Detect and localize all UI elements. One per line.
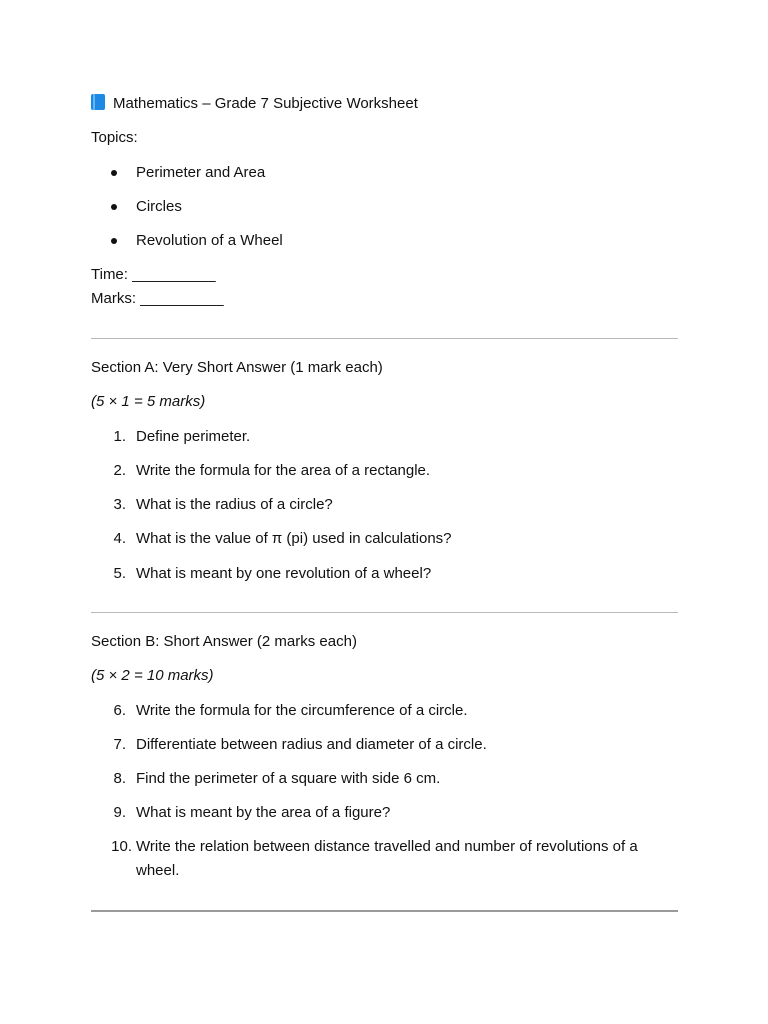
topic-item: Circles (136, 198, 182, 215)
book-icon (91, 94, 105, 110)
question-number: 10. (111, 838, 132, 855)
section-divider (91, 612, 678, 613)
topics-label: Topics: (91, 129, 138, 146)
question-text: What is the radius of a circle? (136, 496, 333, 513)
section-divider (91, 910, 678, 912)
question-text: Find the perimeter of a square with side 6 cm. (136, 770, 441, 787)
question-text: Write the formula for the area of a rectangle. (136, 462, 431, 479)
question-text: Define perimeter. (136, 428, 251, 445)
question-text: Differentiate between radius and diameter of a circle. (136, 736, 487, 753)
question-number: 1. (113, 428, 126, 445)
question-number: 2. (113, 462, 126, 479)
question-number: 8. (113, 770, 126, 787)
worksheet-title-row (91, 94, 418, 114)
question-number: 5. (113, 565, 126, 582)
section-a-marks-note: (5 × 1 = 5 marks) (91, 393, 206, 410)
question-number: 3. (113, 496, 126, 513)
question-number: 4. (113, 530, 126, 547)
time-field: Time: __________ (91, 266, 216, 283)
bullet-icon (111, 170, 117, 176)
question-number: 7. (113, 736, 126, 753)
question-number: 6. (113, 702, 126, 719)
question-text: What is meant by one revolution of a wheel? (136, 565, 432, 582)
question-text: Write the formula for the circumference of a circle. (136, 702, 468, 719)
question-number: 9. (113, 804, 126, 821)
section-b-marks-note: (5 × 2 = 10 marks) (91, 667, 214, 684)
question-text: What is the value of π (pi) used in calculations? (136, 530, 452, 547)
bullet-icon (111, 238, 117, 244)
bullet-icon (111, 204, 117, 210)
section-divider (91, 338, 678, 339)
section-a-heading: Section A: Very Short Answer (1 mark each) (91, 359, 383, 376)
question-text: What is meant by the area of a figure? (136, 804, 391, 821)
worksheet-title: Mathematics – Grade 7 Subjective Worksheet (113, 95, 418, 112)
topic-item: Perimeter and Area (136, 164, 266, 181)
question-text: Write the relation between distance travelled and number of revolutions of a wheel. (136, 838, 638, 879)
section-b-heading: Section B: Short Answer (2 marks each) (91, 633, 357, 650)
marks-field: Marks: __________ (91, 290, 224, 307)
topic-item: Revolution of a Wheel (136, 232, 283, 249)
